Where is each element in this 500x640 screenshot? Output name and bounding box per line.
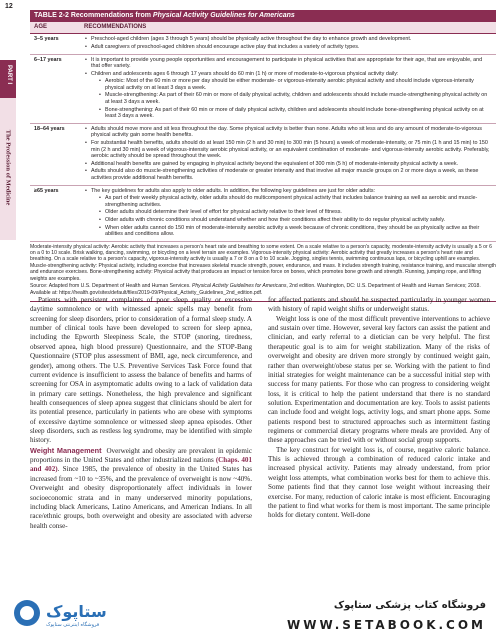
recommendations-table [30,22,496,242]
recommendations-cell [80,123,496,185]
recommendation-item [84,71,492,120]
table-header-row [30,22,496,34]
sub-recommendation-item: • Bone-strengthening: As part of their 60 min or more of daily physical activity, children and adolescents should include bone-strengthening physical activity on at least 3 days a week. [91,107,492,120]
paragraph-sleep-screening: Patients with persistent complaints of poor sleep quality or excessive daytime somnolence or with witnessed apneic spells may benefit from screening for sleep disorders, prior to consideration of a formal sleep study. A number of clinical tools have been developed to screen for sleep apnea, including the Epworth Sleepiness Scale, the STOP (snoring, tiredness, observed apnea, high blood pressure) Questionnaire, and the STOP-Bang Questionnaire (STOP plus assessment of BMI, age, neck circumference, and gender), among others. The U.S. Preventive Services Task Force found that current evidence is insufficient to assess the balance of benefits and harms of screening for OSA in asymptomatic adults owing to a lack of validation data in primary care settings. Nonetheless, the high prevalence and significant health consequences of sleep apnea suggest that clinicians should be alert for its potential presence, particularly in patients who are obese with symptoms of excessive daytime somnolence or witnessed sleep apnea episodes. Other sleep disorders, such as restless leg syndrome, may be identified with simple history. [30,296,252,445]
paragraph-weight-loss: Weight loss is one of the most difficult preventive interventions to achieve and sustain over time. However, several key factors can assist the patient and clinician, and early referral to a dietician can be very helpful. The first therapeutic goal is to aim for weight stabilization. Many of the risks of overweight and obesity are driven more strongly by continued weight gain, rather than overweight/obese status per se. Working with the patient to find initial strategies for weight maintenance can be a successful initial step with success for many patients. For those who can progress to considering weight loss, it is critical to help the patient understand that there is no standard solution. Experimentation and documentation are key. Tools to assist patients can include food and weight logs, activity logs, and smart phone apps. Some patients respond best to structured approaches such as intermittent fasting regimens or commercial dietary programs where meals are provided. Any of these approaches can be tried with or without social group supports. [268,314,490,445]
recommendation-text: Children and adolescents ages 6 through 17 years should do 60 min (1 h) or more of moderate-to-vigorous physical activity daily: [91,70,399,77]
sub-recommendation-item: • Aerobic: Most of the 60 min or more per day should be either moderate- or vigorous-intensity aerobic physical activity and should include vigorous-intensity physical activity on at least 3 days a week. [91,78,492,91]
table-row [30,34,496,54]
recommendation-item [84,57,492,70]
watermark-url: WWW.SETABOOK.COM [286,618,486,632]
table-row [30,54,496,123]
watermark-logo-word: ستاپوک [46,602,107,621]
header-recommendations: RECOMMENDATIONS [80,22,496,34]
sub-recommendation-list [91,78,492,120]
paragraph-caloric-balance: The key construct for weight loss is, of course, negative caloric balance. This is achieved through a combination of reduced caloric intake and increased physical activity. Patients may already understand, from prior weight loss attempts, what combination works best for them to achieve this. Some patients find that they cannot lose weight without increasing their exercise. For many, reduction of caloric intake is most efficient. Encouraging the patient to find what works for them is most important. The same principle holds for dietary content. Well-done [268,445,490,520]
recommendation-list [84,57,492,120]
recommendation-list [84,188,492,238]
table-title [30,10,496,22]
recommendation-list [84,126,492,182]
part-side-tab [0,60,16,240]
age-cell: 3–5 years [30,34,80,54]
watermark-store-name: فروشگاه کتاب پزشکی ستاپوک [333,600,486,611]
table-title-italic: Physical Activity Guidelines for Americans [152,12,295,19]
part-title: The Profession of Medicine [4,129,12,206]
recommendations-cell [80,34,496,54]
recommendation-item [84,126,492,139]
paragraph-continued: for affected patients and should be suspected particularly in younger women with history of rapid weight shifts or underweight status. [268,296,490,314]
source-prefix: Source: Adapted from U.S. Department of Health and Human Services. [30,283,192,290]
speech-bubble-icon [14,600,40,626]
sub-recommendation-item: • As part of their weekly physical activity, older adults should do multicomponent physical activity that includes balance training as well as aerobic and muscle-strengthening activities. [91,195,492,208]
age-cell: 18–64 years [30,123,80,185]
header-age: AGE [30,22,80,34]
recommendation-item [84,161,492,168]
watermark-logo [14,600,107,630]
recommendation-text: Adults should also do muscle-strengthening activities of moderate or greater intensity and that involve all major muscle groups on 2 or more days a week, as these activities provide additional health benefits. [91,168,479,181]
recommendation-text: For substantial health benefits, adults should do at least 150 min (2 h and 30 min) to 300 min (5 hours) a week of moderate-intensity, or 75 min (1 h and 15 min) to 150 min (2 h and 30 min) a week of vigorous-intensity aerobic physical activity, or an equivalent combination of moderate- and vigorous-intensity aerobic activity. Preferably, aerobic activity should be spread throughout the week. [91,140,490,160]
sub-recommendation-item: • Older adults should determine their level of effort for physical activity relative to their level of fitness. [91,209,492,216]
recommendation-list [84,36,492,50]
table-source [30,283,496,296]
table-label: TABLE 2-2 [34,12,69,19]
recommendations-cell [80,54,496,123]
recommendation-item [84,36,492,43]
recommendations-table-block [30,10,496,302]
table-definitions: Moderate-intensity physical activity: Aerobic activity that increases a person's heart rate and breathing to some extent. On a scale relative to a person's capacity, moderate-intensity activity is usually a 5 or 6 on a 0 to 10 scale. Brisk walking, dancing, swimming, or bicycling on a level terrain are examples. Vigorous-intensity physical activity: Aerobic activity that greatly increases a person's heart rate and breathing. On a scale relative to a person's capacity, vigorous-intensity activity is usually a 7 or 8 on a 0 to 10 scale. Jogging, singles tennis, swimming continuous laps, or bicycling uphill are examples. Muscle-strengthening activity: Physical activity, including exercise that increases skeletal muscle strength, power, endurance, and mass. It includes strength training, resistance training, and muscular strength and endurance exercises. Bone-strengthening activity: Physical activity that produces an impact or tension force on bones, which promotes bone growth and strength. Running, jumping rope, and lifting weights are examples. [30,243,496,282]
table-title-prefix: Recommendations from [70,12,153,19]
recommendation-text: Adults should move more and sit less throughout the day. Some physical activity is better than none. Adults who sit less and do any amount of moderate-to-vigorous physical activity gain some health benefits. [91,125,482,139]
recommendation-text: Additional health benefits are gained by engaging in physical activity beyond the equivalent of 300 min (5 h) of moderate-intensity physical activity a week. [91,160,459,167]
sub-recommendation-item: • When older adults cannot do 150 min of moderate-intensity aerobic activity a week because of chronic conditions, they should be as physically active as their abilities and conditions allow. [91,225,492,238]
recommendations-cell [80,185,496,241]
page-number: 12 [5,3,13,10]
part-label: PART I [6,65,12,85]
table-body [30,34,496,241]
recommendation-text: Preschool-aged children (ages 3 through 5 years) should be physically active throughout the day to enhance growth and development. [91,36,412,43]
right-column [268,296,490,521]
section-heading-weight-management: Weight Management [30,445,102,455]
weight-text-a: Overweight and obesity are prevalent in epidemic proportions in the United States and other industrialized nations [30,446,252,465]
recommendation-item [84,44,492,51]
age-cell: ≥65 years [30,185,80,241]
part-title-box [0,98,16,240]
watermark-logo-tagline: فروشگاه اینترنتی ستاپوک [46,622,100,628]
sub-recommendation-item: • Older adults with chronic conditions should understand whether and how their conditions affect their ability to do regular physical activity safely. [91,217,492,224]
part-label-box [0,60,16,98]
table-footnotes [30,244,496,302]
publisher-watermark [0,582,500,640]
recommendation-text: Adult caregivers of preschool-aged children should encourage active play that includes a variety of activity types. [91,43,360,50]
recommendation-item [84,188,492,238]
age-cell: 6–17 years [30,54,80,123]
recommendation-item [84,168,492,181]
chapter-cross-reference[interactable]: (Chaps. 401 and 402) [30,456,252,474]
table-row [30,185,496,241]
source-italic: Physical Activity Guidelines for Americans [191,283,287,290]
recommendation-text: The key guidelines for adults also apply to older adults. In addition, the following key guidelines are just for older adults: [91,187,376,194]
sub-recommendation-item: • Muscle-strengthening: As part of their 60 min or more of daily physical activity, children and adolescents should include muscle-strengthening physical activity on at least 3 days a week. [91,92,492,105]
sub-recommendation-list [91,195,492,238]
table-row [30,123,496,185]
recommendation-item [84,140,492,160]
recommendation-text: It is important to provide young people opportunities and encouragement to participate in physical activities that are appropriate for their age, that are enjoyable, and that offer variety. [91,56,483,70]
paragraph-weight-management [30,446,252,531]
source-suffix: , 2nd edition. Washington, DC: U.S. Department of Health and Human Services; 2018. Available at: https://health.gov/sites/default/files/2019-09/Physical_Activity_Guidelines_2nd_edition.pdf. [30,283,481,296]
left-column [30,296,252,531]
weight-text-b: . Since 1985, the prevalence of obesity in the United States has increased from ~10 to ~35%, and the prevalence of overweight is now ~40%. Overweight and obesity disproportionately affect individuals in lower socioeconomic strata and in many underserved minority populations, including black Americans, Latino Americans, and American Indians. In all race/ethnic groups, both overweight and obesity are associated with adverse health conse- [30,465,252,530]
